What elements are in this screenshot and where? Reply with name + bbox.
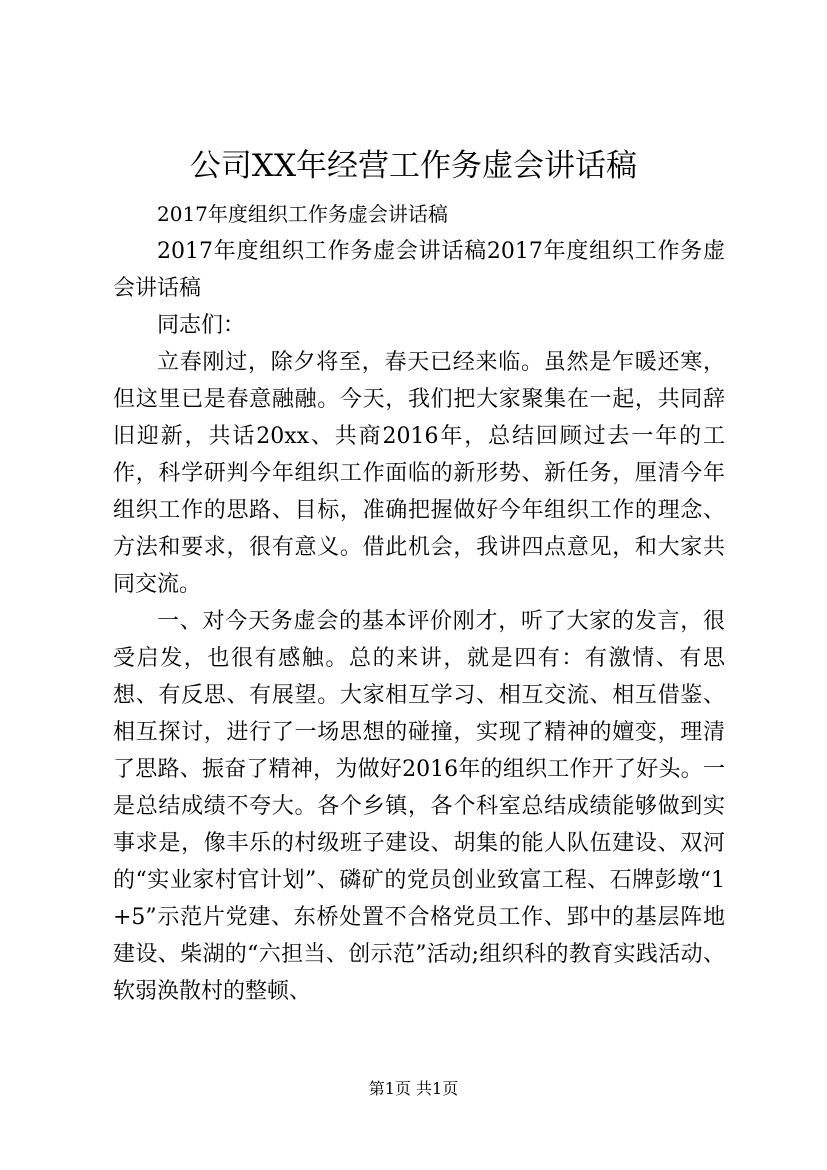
paragraph-opening: 立春刚过，除夕将至，春天已经来临。虽然是乍暖还寒，但这里已是春意融融。今天，我们把大家聚集在一起，共同辞旧迎新，共话20xx、共商2016年，总结回顾过去一年的工作，科学研判今年组织工作面临的新形势、新任务，厘清今年组织工作的思路、目标，准确把握做好今年组织工作的理念、方法和要求，很有意义。借此机会，我讲四点意见，和大家共同交流。: [113, 350, 725, 597]
paragraph-salutation: 同志们：: [157, 313, 246, 338]
document-title: 公司XX年经营工作务虚会讲话稿: [189, 148, 638, 184]
document-body: [113, 196, 725, 1010]
paragraph-section-one: 一、对今天务虚会的基本评价刚才，听了大家的发言，很受启发，也很有感触。总的来讲，就是四有：有激情、有思想、有反思、有展望。大家相互学习、相互交流、相互借鉴、相互探讨，进行了一场思想的碰撞，实现了精神的嬗变，理清了思路、振奋了精神，为做好2016年的组织工作开了好头。一是总结成绩不夸大。各个乡镇，各个科室总结成绩能够做到实事求是，像丰乐的村级班子建设、胡集的能人队伍建设、双河的“实业家村官计划”、磷矿的党员创业致富工程、石牌彭墩“1+5”示范片党建、东桥处置不合格党员工作、郢中的基层阵地建设、柴湖的“六担当、创示范”活动;组织科的教育实践活动、软弱涣散村的整顿、: [113, 609, 725, 1004]
paragraph-repeated-title: 2017年度组织工作务虚会讲话稿2017年度组织工作务虚会讲话稿: [113, 239, 725, 301]
page-footer: 第1页 共1页: [368, 1079, 459, 1098]
paragraph-subtitle: 2017年度组织工作务虚会讲话稿: [157, 202, 448, 226]
